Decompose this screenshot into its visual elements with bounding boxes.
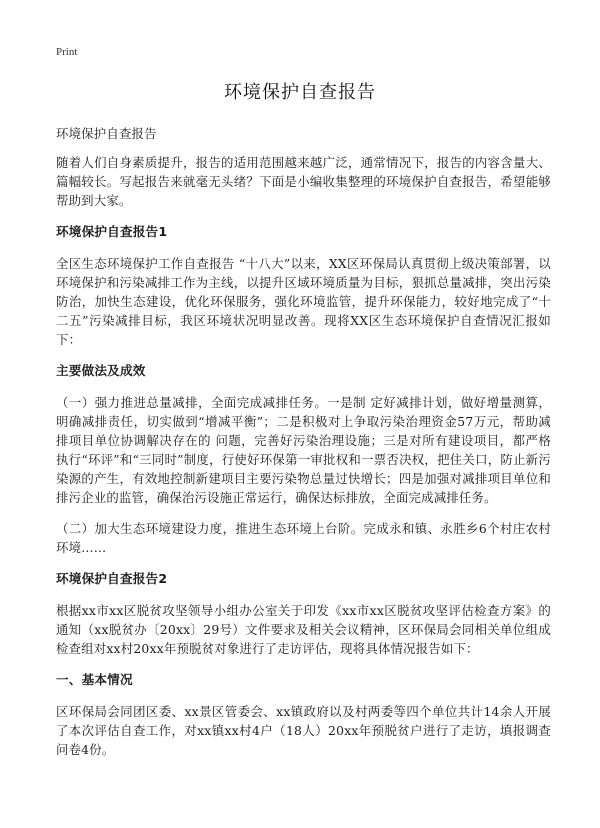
section2-subheading: 一、基本情况 — [56, 672, 133, 687]
document-subtitle: 环境保护自查报告 — [56, 126, 157, 141]
document-title: 环境保护自查报告 — [224, 82, 376, 103]
section1-paragraph-1: 全区生态环境保护工作自查报告 “十八大”以来，XX区环保局认真贯彻上级决策部署，以环境保护和污染减排工作为主线，以提升区域环境质量为目标，狠抓总量减排，突出污染防治，加快生态建设，优化环保服务，强化环境监管，提升环保能力，较好地完成了“十二五”污染减排目标，我区环境状况明显改善。现将XX区生态环境保护自查情况汇报如下： — [56, 256, 551, 347]
print-label: Print — [56, 46, 78, 58]
intro-paragraph: 随着人们自身素质提升，报告的适用范围越来越广泛，通常情况下，报告的内容含量大、篇幅较长。写起报告来就毫无头绪？下面是小编收集整理的环境保护自查报告，希望能够帮助到大家。 — [56, 155, 551, 208]
section2-paragraph-1: 根据xx市xx区脱贫攻坚领导小组办公室关于印发《xx市xx区脱贫攻坚评估检查方案》的通知（xx脱贫办〔20xx〕29号）文件要求及相关会议精神，区环保局会同相关单位组成检查组对xx村20xx年预脱贫对象进行了走访评估，现将具体情况报告如下： — [56, 603, 551, 656]
section1-subheading: 主要做法及成效 — [56, 363, 146, 378]
section1-paragraph-3: （二）加大生态环境建设力度，推进生态环境上台阶。完成永和镇、永胜乡6个村庄农村环境…… — [56, 521, 551, 555]
document-body — [56, 124, 551, 771]
section1-heading: 环境保护自查报告1 — [56, 224, 168, 239]
section2-paragraph-2: 区环保局会同团区委、xx景区管委会、xx镇政府以及村两委等四个单位共计14余人开展了本次评估自查工作，对xx镇xx村4户（18人）20xx年预脱贫户进行了走访，填报调查问卷4份。 — [56, 704, 551, 757]
section2-heading: 环境保护自查报告2 — [56, 571, 168, 586]
section1-paragraph-2: （一）强力推进总量减排，全面完成减排任务。一是制 定好减排计划，做好增量测算，明确减排责任，切实做到“增减平衡”；二是积极对上争取污染治理资金57万元，帮助减排项目单位协调解决存在的 问题，完善好污染治理设施；三是对所有建设项目，都严格执行“环评”和“三同时”制度，行使好环保第一审批权和一票否决权，把住关口，防止新污染源的产生，有效地控制新建项目主要污染物总量过快增长；四是加强对减排项目单位和排污企业的监管，确保治污设施正常运行，确保达标排放，全面完成减排任务。 — [56, 395, 551, 505]
